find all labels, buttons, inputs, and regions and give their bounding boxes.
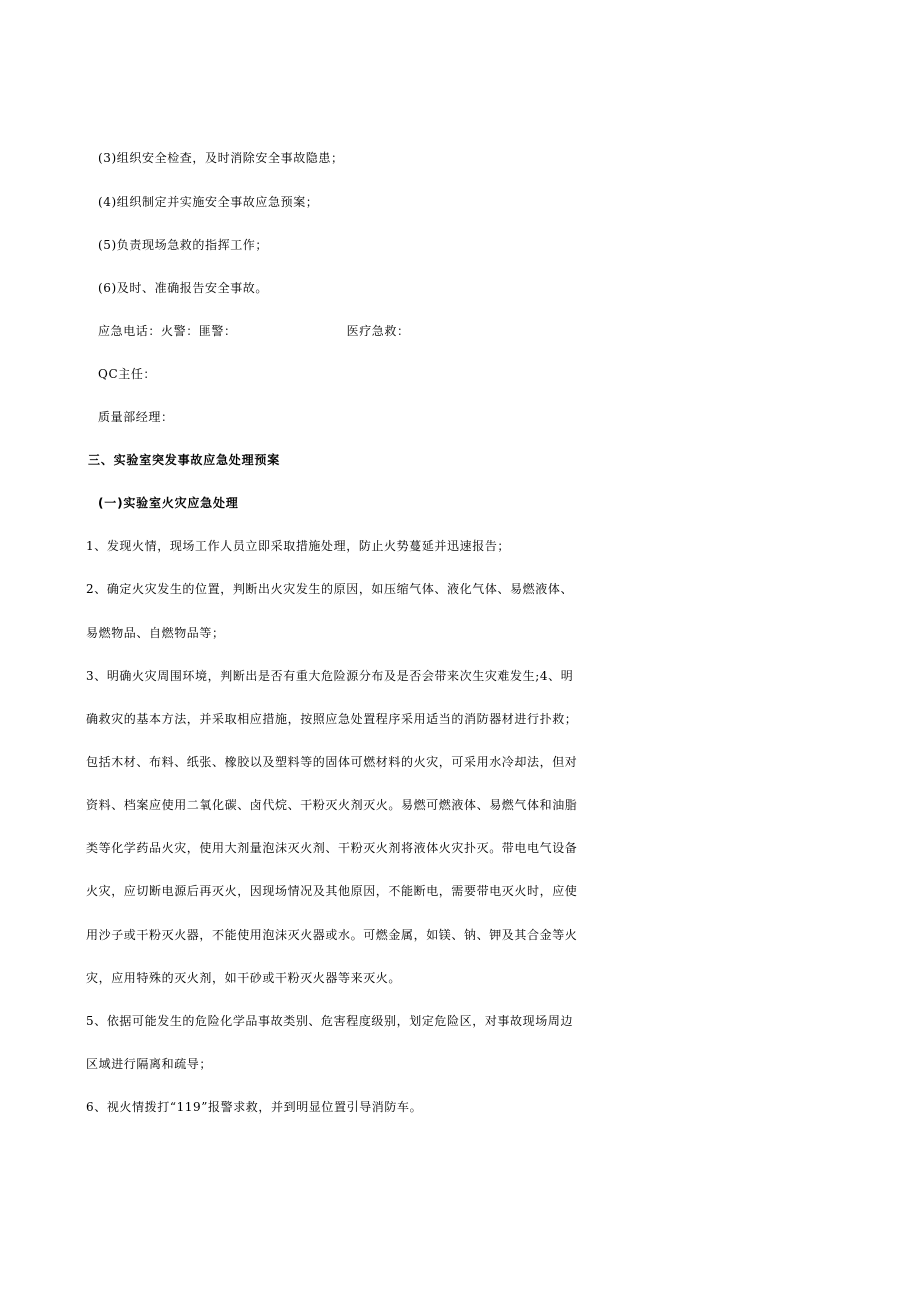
medical-emergency-label: 医疗急救： (346, 324, 410, 338)
paragraph-line: 灾，应用特殊的灭火剂，如干砂或干粉灭火器等来灭火。 (86, 971, 402, 985)
paragraph-line: 3、明确火灾周围环境，判断出是否有重大危险源分布及是否会带来次生灾难发生;4、明 (86, 669, 574, 683)
paragraph-line: 2、确定火灾发生的位置，判断出火灾发生的原因，如压缩气体、液化气体、易燃液体、 (86, 582, 574, 596)
paragraph-line: 6、视火情拨打“119”报警求救，并到明显位置引导消防车。 (86, 1100, 423, 1114)
paragraph-line: 包括木材、布料、纸张、橡胶以及塑料等的固体可燃材料的火灾，可采用水冷却法，但对 (86, 755, 578, 769)
duty-item-6: (6)及时、准确报告安全事故。 (98, 281, 268, 295)
paragraph-line: 类等化学药品火灾，使用大剂量泡沫灭火剂、干粉灭火剂将液体火灾扑灭。带电电气设备 (86, 841, 578, 855)
section-heading: 三、实验室突发事故应急处理预案 (88, 453, 281, 467)
paragraph-line: 用沙子或干粉灭火器，不能使用泡沫灭火器或水。可燃金属，如镁、钠、钾及其合金等火 (86, 928, 578, 942)
paragraph-line: 易燃物品、自燃物品等； (86, 626, 225, 640)
paragraph-line: 区域进行隔离和疏导； (86, 1057, 213, 1071)
duty-item-4: (4)组织制定并实施安全事故应急预案； (98, 195, 319, 209)
paragraph-line: 5、依据可能发生的危险化学品事故类别、危害程度级别，划定危险区，对事故现场周边 (86, 1014, 574, 1028)
paragraph-line: 确救灾的基本方法，并采取相应措施，按照应急处置程序采用适当的消防器材进行扑救； (86, 712, 578, 726)
quality-manager-line: 质量部经理： (98, 410, 174, 424)
emergency-phone-line (0, 309, 920, 353)
paragraph-line: 火灾，应切断电源后再灭火，因现场情况及其他原因，不能断电，需要带电灭火时，应使 (86, 884, 578, 898)
qc-director-line: QC主任： (98, 367, 157, 381)
duty-item-5: (5)负责现场急救的指挥工作； (98, 238, 268, 252)
subsection-heading: (一)实验室火灾应急处理 (98, 496, 239, 510)
emergency-phone-label: 应急电话：火警：匪警： (98, 324, 237, 338)
paragraph-line: 1、发现火情，现场工作人员立即采取措施处理，防止火势蔓延并迅速报告； (86, 539, 511, 553)
paragraph-line: 资料、档案应使用二氧化碳、卤代烷、干粉灭火剂灭火。易燃可燃液体、易燃气体和油脂 (86, 798, 578, 812)
duty-item-3: (3)组织安全检查，及时消除安全事故隐患； (98, 151, 344, 165)
